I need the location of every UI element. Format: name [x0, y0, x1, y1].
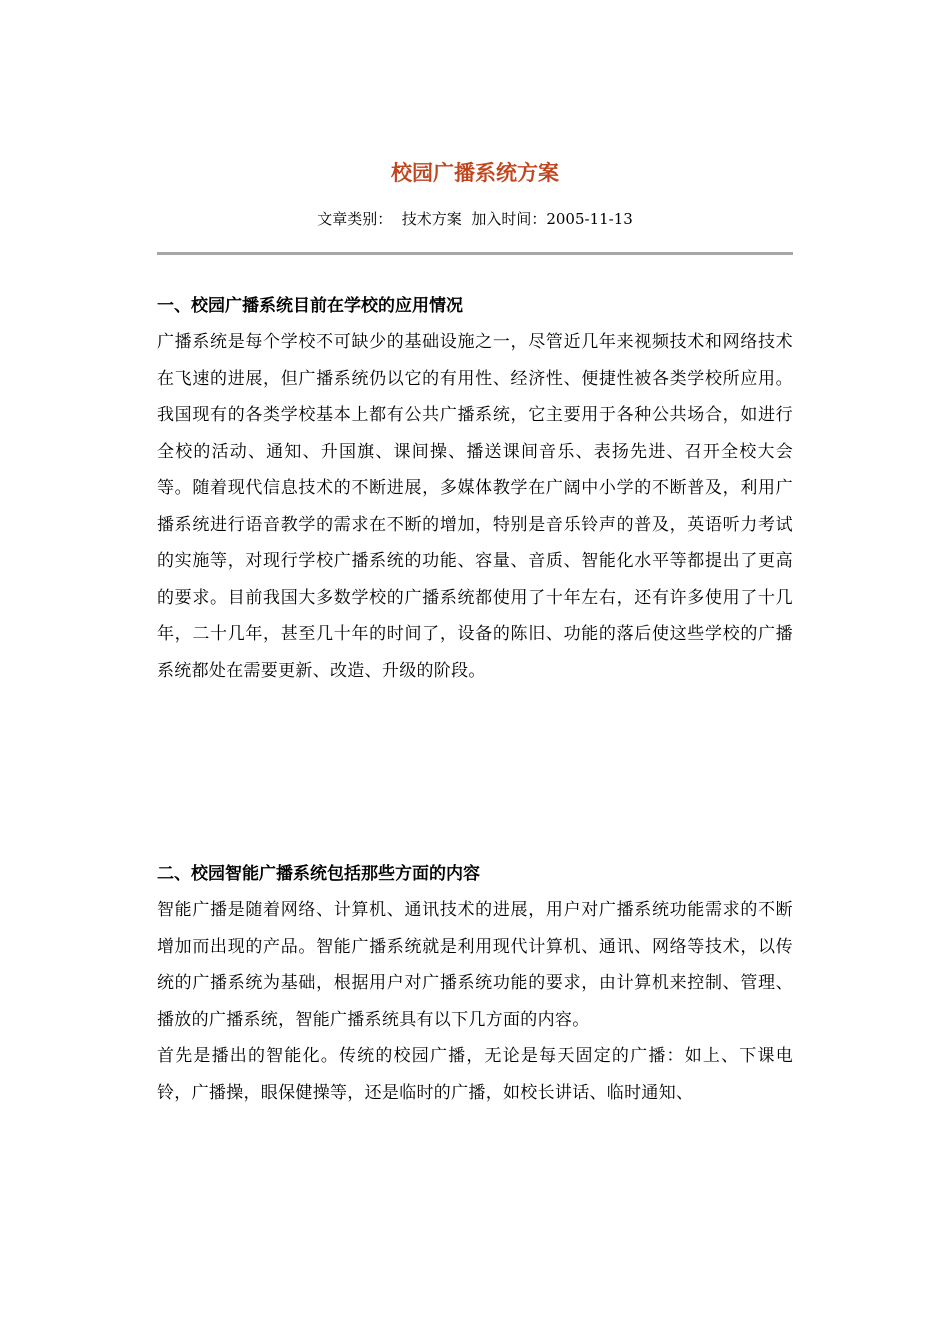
paragraph: 广播系统是每个学校不可缺少的基础设施之一，尽管近几年来视频技术和网络技术在飞速的进展，但广播系统仍以它的有用性、经济性、便捷性被各类学校所应用。我国现有的各类学校基本上都有公共广播系统，它主要用于各种公共场合，如进行全校的活动、通知、升国旗、课间操、播送课间音乐、表扬先进、召开全校大会等。随着现代信息技术的不断进展，多媒体教学在广阔中小学的不断普及，利用广播系统进行语音教学的需求在不断的增加，特别是音乐铃声的普及，英语听力考试的实施等，对现行学校广播系统的功能、容量、音质、智能化水平等都提出了更高的要求。目前我国大多数学校的广播系统都使用了十年左右，还有许多使用了十几年，二十几年，甚至几十年的时间了，设备的陈旧、功能的落后使这些学校的广播系统都处在需要更新、改造、升级的阶段。 [157, 332, 793, 681]
category-value: 技术方案 [401, 210, 462, 228]
time-label: 加入时间： [471, 210, 547, 228]
section-usage [157, 292, 793, 689]
section-heading: 一、校园广播系统目前在学校的应用情况 [157, 296, 463, 316]
paragraph: 智能广播是随着网络、计算机、通讯技术的进展，用户对广播系统功能需求的不断增加而出现的产品。智能广播系统就是利用现代计算机、通讯、网络等技术，以传统的广播系统为基础，根据用户对广播系统功能的要求，由计算机来控制、管理、播放的广播系统，智能广播系统具有以下几方面的内容。 [157, 900, 793, 1030]
time-value: 2005-11-13 [546, 210, 633, 228]
section-smart-broadcast [157, 860, 793, 1111]
article-meta [0, 207, 950, 231]
category-label: 文章类别： [317, 210, 393, 228]
paragraph: 首先是播出的智能化。传统的校园广播，无论是每天固定的广播：如上、下课电铃，广播操，眼保健操等，还是临时的广播，如校长讲话、临时通知、 [157, 1046, 793, 1103]
section-heading: 二、校园智能广播系统包括那些方面的内容 [157, 864, 480, 884]
document-title: 校园广播系统方案 [391, 160, 559, 185]
title-divider [157, 252, 793, 255]
